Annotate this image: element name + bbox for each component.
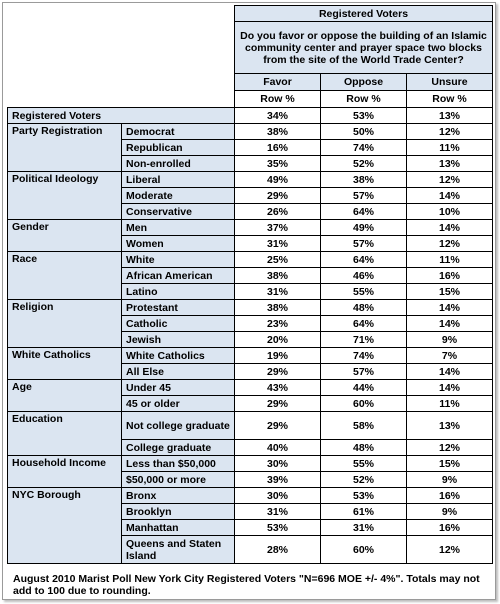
row-label: Catholic (122, 316, 235, 332)
cell-unsure: 9% (407, 332, 493, 348)
title-row (8, 6, 493, 22)
cell-unsure: 11% (407, 140, 493, 156)
subheader-row (8, 91, 493, 108)
cell-unsure: 9% (407, 472, 493, 488)
cell-oppose: 60% (321, 536, 407, 564)
cell-oppose: 50% (321, 124, 407, 140)
table-row (8, 172, 493, 188)
cell-favor: 43% (235, 380, 321, 396)
row-label: Women (122, 236, 235, 252)
overall-row (8, 108, 493, 124)
column-header-row (8, 74, 493, 91)
group-label: Religion (8, 300, 122, 348)
cell-oppose: 60% (321, 396, 407, 412)
cell-oppose: 57% (321, 188, 407, 204)
row-label: Manhattan (122, 520, 235, 536)
cell-oppose: 57% (321, 236, 407, 252)
cell-unsure: 13% (407, 156, 493, 172)
row-label: White (122, 252, 235, 268)
cell-favor: 29% (235, 396, 321, 412)
cell-favor: 16% (235, 140, 321, 156)
group-label: White Catholics (8, 348, 122, 380)
cell-oppose: 74% (321, 348, 407, 364)
cell-favor: 49% (235, 172, 321, 188)
cell-unsure: 15% (407, 456, 493, 472)
cell-oppose: 46% (321, 268, 407, 284)
cell-oppose: 53% (321, 488, 407, 504)
cell-oppose: 64% (321, 316, 407, 332)
footnote: August 2010 Marist Poll New York City Registered Voters "N=696 MOE +/- 4%". Totals may not add to 100 due to rounding. (13, 573, 480, 597)
cell-favor: 31% (235, 236, 321, 252)
table-row (8, 348, 493, 364)
cell-oppose: 48% (321, 440, 407, 456)
row-label: Under 45 (122, 380, 235, 396)
cell-favor: 29% (235, 188, 321, 204)
cell-oppose: 61% (321, 504, 407, 520)
cell-unsure: 14% (407, 220, 493, 236)
group-label: Household Income (8, 456, 122, 488)
row-label: Liberal (122, 172, 235, 188)
cell-favor: 31% (235, 504, 321, 520)
row-label: Democrat (122, 124, 235, 140)
row-label: All Else (122, 364, 235, 380)
table-row (8, 300, 493, 316)
group-label: Party Registration (8, 124, 122, 172)
row-label: White Catholics (122, 348, 235, 364)
table-row (8, 412, 493, 440)
cell-unsure: 11% (407, 252, 493, 268)
table-row (8, 488, 493, 504)
cell-favor: 25% (235, 252, 321, 268)
cell-favor: 26% (235, 204, 321, 220)
cell-favor: 29% (235, 364, 321, 380)
cell-favor: 23% (235, 316, 321, 332)
row-label: Moderate (122, 188, 235, 204)
cell-unsure: 12% (407, 440, 493, 456)
cell-oppose: 52% (321, 472, 407, 488)
cell-favor: 38% (235, 268, 321, 284)
cell-unsure: 9% (407, 504, 493, 520)
overall-label: Registered Voters (8, 108, 235, 124)
poll-table (7, 5, 493, 564)
cell-unsure: 7% (407, 348, 493, 364)
overall-favor: 34% (235, 108, 321, 124)
cell-favor: 28% (235, 536, 321, 564)
column-header-favor: Favor (235, 74, 321, 91)
cell-unsure: 13% (407, 412, 493, 440)
cell-oppose: 38% (321, 172, 407, 188)
cell-unsure: 16% (407, 268, 493, 284)
cell-favor: 53% (235, 520, 321, 536)
row-label: Men (122, 220, 235, 236)
cell-favor: 37% (235, 220, 321, 236)
row-label: 45 or older (122, 396, 235, 412)
table-row (8, 124, 493, 140)
group-label: Age (8, 380, 122, 412)
question-text: Do you favor or oppose the building of an Islamic community center and prayer space two blocks from the site of the World Trade Center? (235, 22, 493, 74)
row-label: Republican (122, 140, 235, 156)
cell-favor: 35% (235, 156, 321, 172)
cell-oppose: 57% (321, 364, 407, 380)
cell-favor: 40% (235, 440, 321, 456)
cell-favor: 19% (235, 348, 321, 364)
subheader-unsure: Row % (407, 91, 493, 108)
cell-unsure: 14% (407, 380, 493, 396)
cell-unsure: 16% (407, 488, 493, 504)
cell-unsure: 12% (407, 236, 493, 252)
cell-favor: 38% (235, 124, 321, 140)
cell-favor: 29% (235, 412, 321, 440)
cell-favor: 31% (235, 284, 321, 300)
cell-unsure: 14% (407, 300, 493, 316)
cell-favor: 20% (235, 332, 321, 348)
row-label: Conservative (122, 204, 235, 220)
cell-oppose: 64% (321, 252, 407, 268)
cell-unsure: 12% (407, 172, 493, 188)
subheader-favor: Row % (235, 91, 321, 108)
cell-oppose: 31% (321, 520, 407, 536)
group-label: Education (8, 412, 122, 456)
row-label: Bronx (122, 488, 235, 504)
row-label: Brooklyn (122, 504, 235, 520)
cell-oppose: 71% (321, 332, 407, 348)
cell-favor: 30% (235, 488, 321, 504)
row-label: College graduate (122, 440, 235, 456)
cell-unsure: 14% (407, 316, 493, 332)
cell-unsure: 15% (407, 284, 493, 300)
cell-oppose: 58% (321, 412, 407, 440)
cell-favor: 39% (235, 472, 321, 488)
group-label: NYC Borough (8, 488, 122, 564)
row-label: $50,000 or more (122, 472, 235, 488)
poll-table-body (8, 6, 493, 564)
row-label: Jewish (122, 332, 235, 348)
row-label: Not college graduate (122, 412, 235, 440)
subheader-oppose: Row % (321, 91, 407, 108)
cell-oppose: 44% (321, 380, 407, 396)
cell-favor: 38% (235, 300, 321, 316)
cell-oppose: 49% (321, 220, 407, 236)
row-label: African American (122, 268, 235, 284)
cell-oppose: 55% (321, 284, 407, 300)
cell-unsure: 12% (407, 124, 493, 140)
table-row (8, 456, 493, 472)
poll-table-frame (2, 2, 496, 600)
table-row (8, 220, 493, 236)
row-label: Protestant (122, 300, 235, 316)
row-label: Latino (122, 284, 235, 300)
cell-oppose: 52% (321, 156, 407, 172)
cell-unsure: 12% (407, 536, 493, 564)
question-row (8, 22, 493, 74)
cell-unsure: 14% (407, 364, 493, 380)
cell-oppose: 74% (321, 140, 407, 156)
table-row (8, 380, 493, 396)
cell-oppose: 64% (321, 204, 407, 220)
overall-unsure: 13% (407, 108, 493, 124)
cell-oppose: 48% (321, 300, 407, 316)
cell-favor: 30% (235, 456, 321, 472)
cell-unsure: 11% (407, 396, 493, 412)
cell-unsure: 16% (407, 520, 493, 536)
column-header-unsure: Unsure (407, 74, 493, 91)
row-label: Queens and Staten Island (122, 536, 235, 564)
cell-unsure: 10% (407, 204, 493, 220)
row-label: Less than $50,000 (122, 456, 235, 472)
overall-oppose: 53% (321, 108, 407, 124)
cell-oppose: 55% (321, 456, 407, 472)
group-label: Political Ideology (8, 172, 122, 220)
group-label: Race (8, 252, 122, 300)
row-label: Non-enrolled (122, 156, 235, 172)
table-row (8, 252, 493, 268)
cell-unsure: 14% (407, 188, 493, 204)
column-header-oppose: Oppose (321, 74, 407, 91)
table-title: Registered Voters (235, 6, 493, 22)
group-label: Gender (8, 220, 122, 252)
